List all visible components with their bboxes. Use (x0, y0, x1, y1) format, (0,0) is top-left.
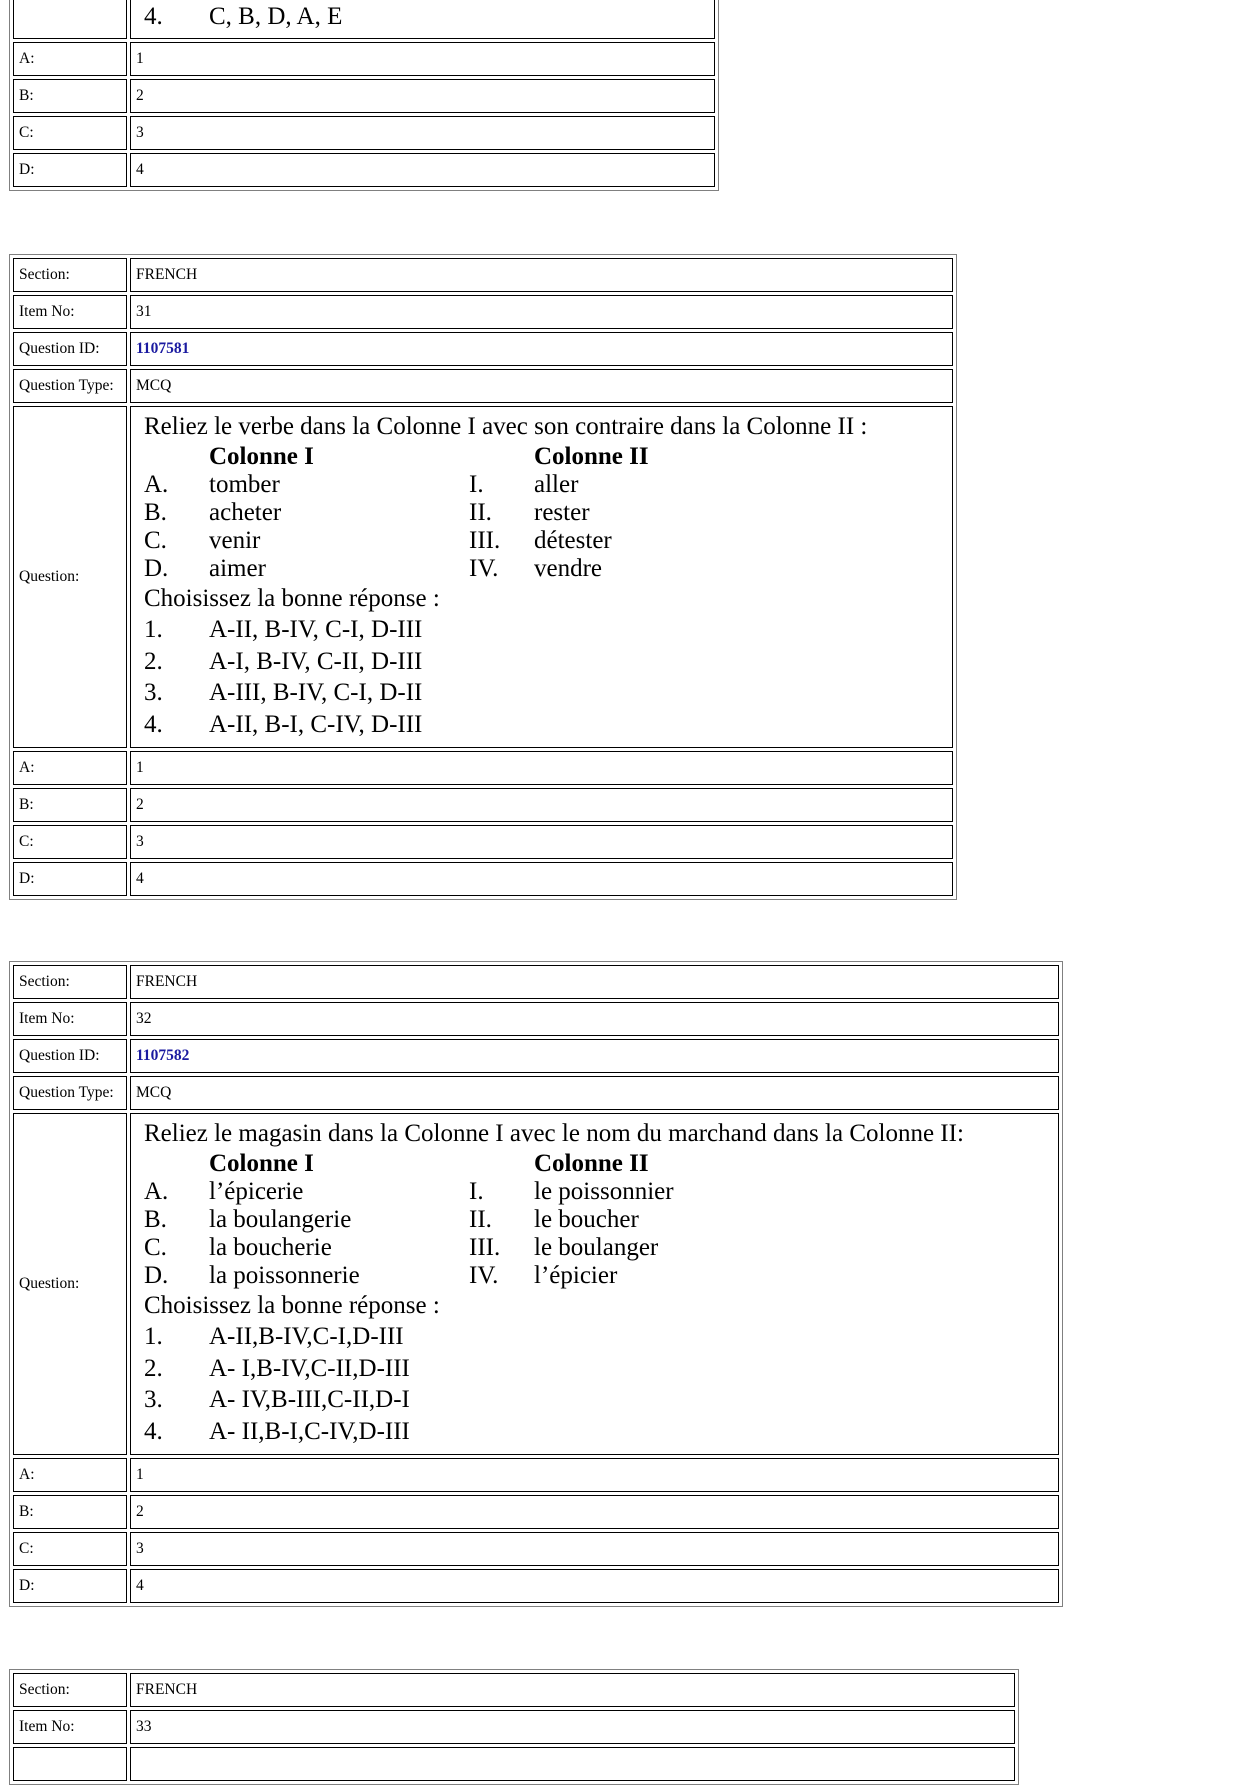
question-label: Question: (13, 406, 127, 748)
question-type-label: Question Type: (13, 1076, 127, 1110)
answer-c-label: C: (13, 1532, 127, 1566)
answer-a-label: A: (13, 42, 127, 76)
matching-table (144, 1150, 674, 1290)
section-value: FRENCH (130, 1673, 1015, 1707)
question-stem: Reliez le verbe dans la Colonne I avec son contraire dans la Colonne II : (144, 413, 868, 440)
answer-b-label: B: (13, 788, 127, 822)
option-line: 3. A-III, B-IV, C-I, D-II (144, 679, 423, 707)
section-label: Section: (13, 258, 127, 292)
question-body-cell (130, 1113, 1059, 1455)
answer-b-value: 2 (130, 788, 953, 822)
section-value: FRENCH (130, 965, 1059, 999)
item-no-value: 33 (130, 1710, 1015, 1744)
answer-a-value: 1 (130, 751, 953, 785)
question-type-label: Question Type: (13, 369, 127, 403)
section-value: FRENCH (130, 258, 953, 292)
column-2-header: Colonne II (534, 1149, 649, 1177)
question-table-33 (9, 1669, 1019, 1785)
answer-prompt: Choisissez la bonne réponse : (144, 1291, 440, 1319)
option-line: 2. A- I,B-IV,C-II,D-III (144, 1354, 410, 1382)
answer-a-label: A: (13, 1458, 127, 1492)
answer-c-value: 3 (130, 1532, 1059, 1566)
answer-d-value: 4 (130, 1569, 1059, 1603)
answer-prompt: Choisissez la bonne réponse : (144, 584, 440, 612)
question-stem: Reliez le magasin dans la Colonne I avec le nom du marchand dans la Colonne II: (144, 1120, 964, 1147)
match-row: C. venir III. détester (144, 526, 612, 554)
option-line: 4. C, B, D, A, E (144, 2, 343, 30)
question-type-value: MCQ (130, 369, 953, 403)
question-label: Question: (13, 1113, 127, 1455)
answer-d-value: 4 (130, 862, 953, 896)
question-type-value: MCQ (130, 1076, 1059, 1110)
answer-c-value: 3 (130, 825, 953, 859)
answer-d-label: D: (13, 153, 127, 187)
answer-c-label: C: (13, 825, 127, 859)
item-no-label: Item No: (13, 295, 127, 329)
match-row: B. la boulangerie II. le boucher (144, 1205, 639, 1233)
answer-c-value: 3 (130, 116, 715, 150)
match-row: A. l’épicerie I. le poissonnier (144, 1177, 674, 1205)
question-body-cell (130, 406, 953, 748)
answer-d-label: D: (13, 1569, 127, 1603)
matching-table (144, 443, 649, 583)
answer-d-value: 4 (130, 153, 715, 187)
option-line: 4. A-II, B-I, C-IV, D-III (144, 710, 423, 738)
answer-d-label: D: (13, 862, 127, 896)
match-row: C. la boucherie III. le boulanger (144, 1233, 659, 1261)
section-label: Section: (13, 965, 127, 999)
match-row: A. tomber I. aller (144, 470, 579, 498)
item-no-label: Item No: (13, 1002, 127, 1036)
match-row: D. la poissonnerie IV. l’épicier (144, 1261, 618, 1289)
match-row: B. acheter II. rester (144, 498, 590, 526)
question-id-label: Question ID: (13, 332, 127, 366)
answer-b-value: 2 (130, 79, 715, 113)
answer-c-label: C: (13, 116, 127, 150)
column-2-header: Colonne II (534, 442, 649, 470)
section-label: Section: (13, 1673, 127, 1707)
question-body-cell (130, 0, 715, 39)
answer-a-label: A: (13, 751, 127, 785)
answer-b-label: B: (13, 1495, 127, 1529)
column-1-header: Colonne I (209, 1149, 314, 1177)
question-table-partial (9, 0, 719, 191)
answer-b-value: 2 (130, 1495, 1059, 1529)
option-line: 4. A- II,B-I,C-IV,D-III (144, 1417, 410, 1445)
option-line: 2. A-I, B-IV, C-II, D-III (144, 647, 423, 675)
answer-a-value: 1 (130, 42, 715, 76)
answer-b-label: B: (13, 79, 127, 113)
item-no-label: Item No: (13, 1710, 127, 1744)
question-id-label (13, 1747, 127, 1781)
option-line: 3. A- IV,B-III,C-II,D-I (144, 1386, 410, 1414)
question-label-cell (13, 0, 127, 39)
question-id-value: 1107581 (130, 332, 953, 366)
question-table-31 (9, 254, 957, 900)
match-row: D. aimer IV. vendre (144, 554, 603, 582)
item-no-value: 32 (130, 1002, 1059, 1036)
option-line: 1. A-II,B-IV,C-I,D-III (144, 1323, 404, 1351)
answer-a-value: 1 (130, 1458, 1059, 1492)
question-id-value (130, 1747, 1015, 1781)
question-table-32 (9, 961, 1063, 1607)
column-1-header: Colonne I (209, 442, 314, 470)
question-id-value: 1107582 (130, 1039, 1059, 1073)
question-id-label: Question ID: (13, 1039, 127, 1073)
item-no-value: 31 (130, 295, 953, 329)
option-line: 1. A-II, B-IV, C-I, D-III (144, 616, 423, 644)
